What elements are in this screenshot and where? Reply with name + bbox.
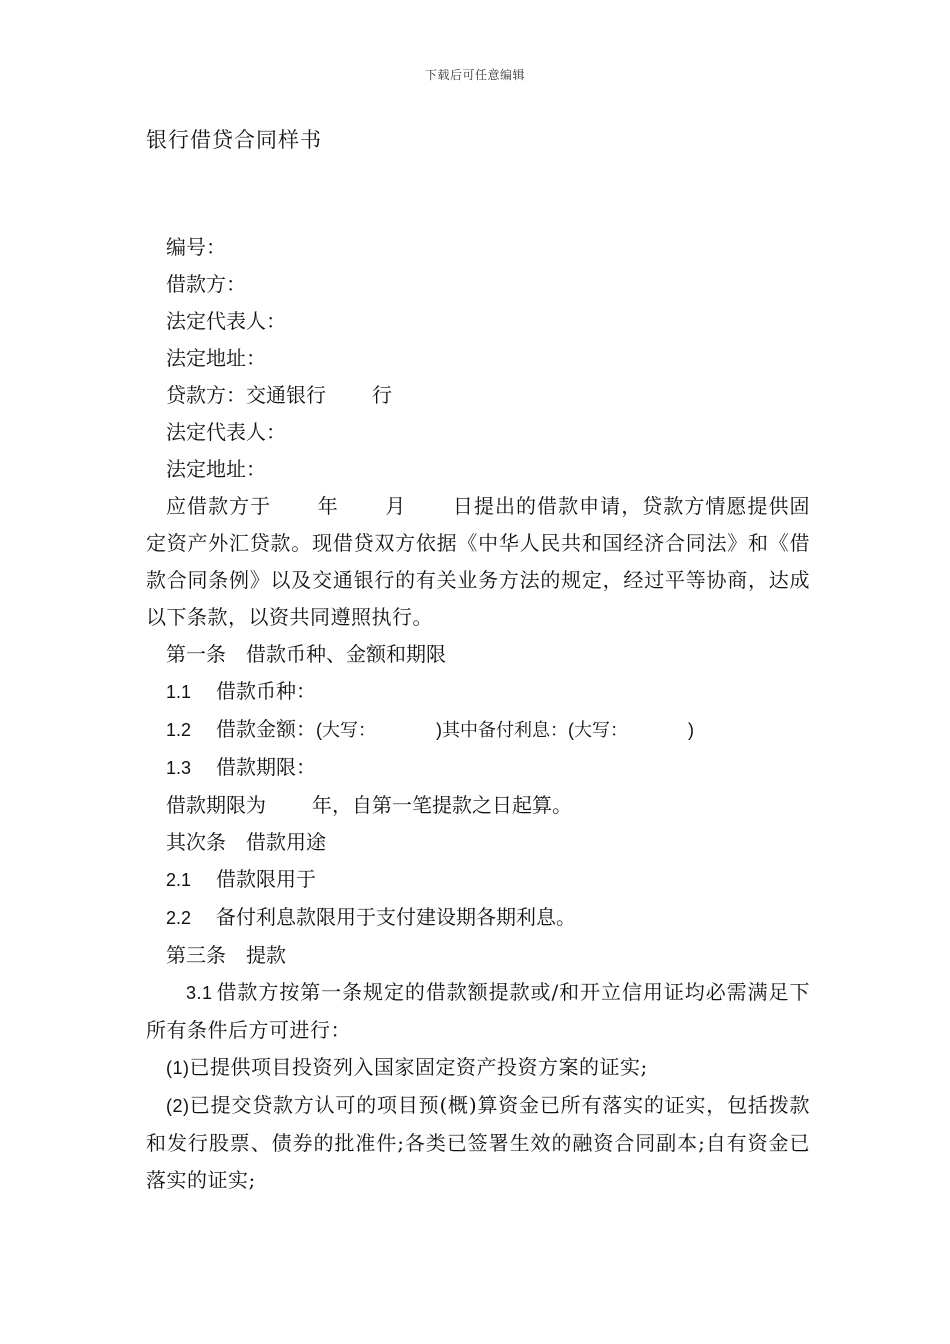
condition-text: 已提供项目投资列入国家固定资产投资方案的证实; [189, 1055, 648, 1079]
preamble-part-1: 应借款方于 [166, 494, 272, 518]
item-number: 3.1 [186, 983, 213, 1003]
item-number: 1.3 [166, 758, 192, 778]
preamble-part-4: 日提出的借款申请，贷款方情愿提供固定资产外汇贷款。现借贷双方依据《中华人民共和国经济合同法》和《借款合同条例》以及交通银行的有关业务方法的规定，经过平等协商，达成以下条款，以资共同遵照执行。 [146, 494, 811, 629]
item-text: 借款方按第一条规定的借款额提款或/和开立信用证均必需满足下所有条件后方可进行： [146, 980, 810, 1042]
condition-2 [146, 1087, 810, 1199]
field-lender [146, 377, 810, 414]
field-borrower-addr: 法定地址： [166, 346, 266, 370]
article-3-item-1 [146, 974, 810, 1049]
preamble-paragraph [146, 488, 810, 636]
lender-suffix: 行 [372, 383, 392, 407]
amount-words-open: (大写： [316, 720, 376, 740]
item-text: 借款期限： [216, 755, 316, 779]
item-number: 2.1 [166, 870, 192, 890]
preamble-part-3: 月 [384, 494, 407, 518]
condition-1 [146, 1049, 810, 1087]
term-prefix: 借款期限为 [166, 793, 266, 817]
amount-label: 借款金额： [216, 717, 316, 741]
item-text: 借款币种： [216, 679, 316, 703]
condition-number: (2) [166, 1096, 190, 1116]
item-number: 1.2 [166, 720, 192, 740]
interest-label: )其中备付利息： [436, 720, 568, 740]
term-suffix: 年，自第一笔提款之日起算。 [312, 793, 572, 817]
field-lender-rep: 法定代表人： [166, 420, 286, 444]
item-text: 借款限用于 [216, 867, 316, 891]
field-lender-addr: 法定地址： [166, 457, 266, 481]
article-3-title: 第三条 提款 [166, 943, 286, 967]
article-1-title: 第一条 借款币种、金额和期限 [166, 642, 446, 666]
header-note: 下载后可任意编辑 [424, 68, 525, 82]
document-body [146, 229, 810, 1199]
article-1-item-3 [146, 749, 810, 787]
preamble-part-2: 年 [317, 494, 339, 518]
article-2-title: 其次条 借款用途 [166, 830, 326, 854]
loan-term-line [146, 787, 810, 824]
field-number: 编号： [166, 235, 226, 259]
interest-words-close: ) [688, 720, 694, 740]
article-2-item-2 [146, 899, 810, 937]
lender-prefix: 贷款方：交通银行 [166, 383, 326, 407]
item-number: 1.1 [166, 682, 192, 702]
item-number: 2.2 [166, 908, 192, 928]
condition-number: (1) [166, 1058, 190, 1078]
field-borrower-rep: 法定代表人： [166, 309, 286, 333]
article-2-item-1 [146, 861, 810, 899]
item-text: 备付利息款限用于支付建设期各期利息。 [216, 905, 576, 929]
interest-words-open: (大写： [568, 720, 628, 740]
document-title: 银行借贷合同样书 [146, 128, 322, 152]
article-1-item-2 [146, 711, 810, 749]
article-1-item-1 [146, 673, 810, 711]
field-borrower: 借款方： [166, 272, 246, 296]
condition-text: 已提交贷款方认可的项目预(概)算资金已所有落实的证实，包括拨款和发行股票、债券的批准件;各类已签署生效的融资合同副本;自有资金已落实的证实; [146, 1093, 810, 1192]
